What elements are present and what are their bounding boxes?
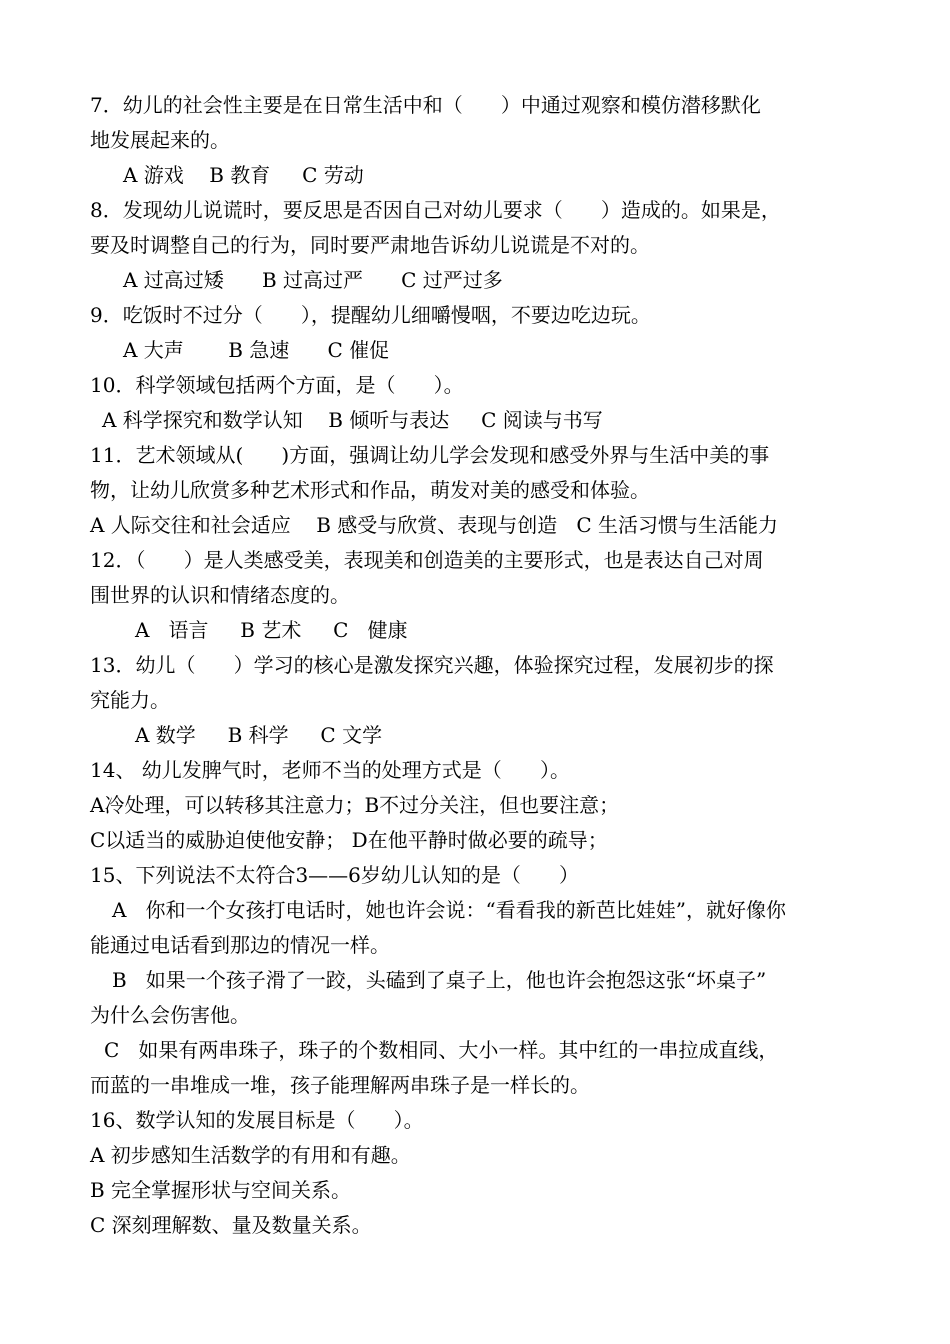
question-15-option-c-line-2: 而蓝的一串堆成一堆，孩子能理解两串珠子是一样长的。 <box>90 1073 590 1097</box>
question-11-line-2: 物，让幼儿欣赏多种艺术形式和作品，萌发对美的感受和体验。 <box>90 478 650 502</box>
question-15-option-a-line-2: 能通过电话看到那边的情况一样。 <box>90 933 390 957</box>
question-8-options: A 过高过矮 B 过高过严 C 过严过多 <box>123 268 503 292</box>
question-15-option-c-line-1: C 如果有两串珠子，珠子的个数相同、大小一样。其中红的一串拉成直线， <box>104 1038 779 1062</box>
question-7-line-1: 7．幼儿的社会性主要是在日常生活中和（ ）中通过观察和模仿潜移默化 <box>90 93 761 117</box>
question-15-option-b-line-1: B 如果一个孩子滑了一跤，头磕到了桌子上，他也许会抱怨这张“坏桌子” <box>112 968 767 992</box>
question-15-option-b-line-2: 为什么会伤害他。 <box>90 1003 250 1027</box>
question-14-options-line-2: C以适当的威胁迫使他安静； D在他平静时做必要的疏导； <box>90 828 608 852</box>
question-12-options: A 语言 B 艺术 C 健康 <box>135 618 408 642</box>
question-16-line-1: 16、数学认知的发展目标是（ ）。 <box>90 1108 424 1132</box>
question-8-line-2: 要及时调整自己的行为，同时要严肃地告诉幼儿说谎是不对的。 <box>90 233 650 257</box>
question-7-options: A 游戏 B 教育 C 劳动 <box>123 163 364 187</box>
question-15-line-1: 15、下列说法不太符合3——6岁幼儿认知的是（ ） <box>90 863 580 887</box>
question-9-options: A 大声 B 急速 C 催促 <box>123 338 390 362</box>
question-10-line-1: 10．科学领域包括两个方面，是（ ）。 <box>90 373 464 397</box>
question-13-line-1: 13．幼儿（ ）学习的核心是激发探究兴趣，体验探究过程，发展初步的探 <box>90 653 774 677</box>
exam-page <box>90 88 860 1243</box>
question-14-line-1: 14、 幼儿发脾气时，老师不当的处理方式是（ ）。 <box>90 758 570 782</box>
question-13-line-2: 究能力。 <box>90 688 170 712</box>
question-14-options-line-1: A冷处理，可以转移其注意力；B不过分关注，但也要注意； <box>90 793 620 817</box>
question-16-option-a: A 初步感知生活数学的有用和有趣。 <box>90 1143 411 1167</box>
question-9-line-1: 9．吃饭时不过分（ ），提醒幼儿细嚼慢咽，不要边吃边玩。 <box>90 303 651 327</box>
question-10-options: A 科学探究和数学认知 B 倾听与表达 C 阅读与书写 <box>102 408 603 432</box>
question-12-line-1: 12．（ ）是人类感受美，表现美和创造美的主要形式，也是表达自己对周 <box>90 548 764 572</box>
question-13-options: A 数学 B 科学 C 文学 <box>135 723 383 747</box>
question-12-line-2: 围世界的认识和情绪态度的。 <box>90 583 350 607</box>
question-15-option-a-line-1: A 你和一个女孩打电话时，她也许会说：“看看我的新芭比娃娃”，就好像你 <box>112 898 786 922</box>
question-16-option-b: B 完全掌握形状与空间关系。 <box>90 1178 352 1202</box>
question-16-option-c: C 深刻理解数、量及数量关系。 <box>90 1213 372 1237</box>
question-8-line-1: 8．发现幼儿说谎时，要反思是否因自己对幼儿要求（ ）造成的。如果是， <box>90 198 781 222</box>
question-7-line-2: 地发展起来的。 <box>90 128 230 152</box>
question-11-line-1: 11．艺术领域从( )方面，强调让幼儿学会发现和感受外界与生活中美的事 <box>90 443 770 467</box>
question-11-options: A 人际交往和社会适应 B 感受与欣赏、表现与创造 C 生活习惯与生活能力 <box>90 513 779 537</box>
